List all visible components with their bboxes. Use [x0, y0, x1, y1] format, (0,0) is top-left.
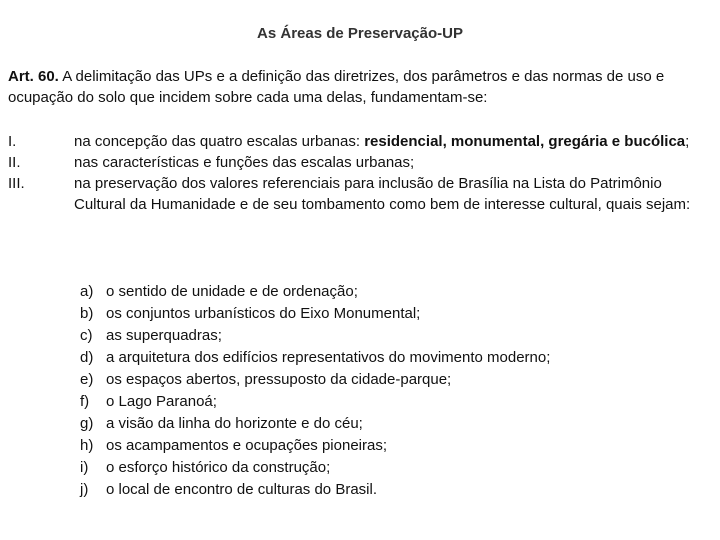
list-item — [8, 152, 714, 173]
item-text: as superquadras; — [106, 327, 222, 344]
item-number: I. — [8, 133, 17, 150]
item-text: os espaços abertos, pressuposto da cidade-parque; — [106, 371, 452, 388]
list-item — [80, 303, 700, 325]
item-text: os conjuntos urbanísticos do Eixo Monumental; — [106, 305, 421, 322]
item-text: a arquitetura dos edifícios representativos do movimento moderno; — [106, 349, 551, 366]
list-item — [80, 457, 700, 479]
list-item — [80, 479, 700, 501]
list-item — [80, 369, 700, 391]
article-text: A delimitação das UPs e a definição das diretrizes, dos parâmetros e das normas de uso e ocupação do solo que incidem sobre cada uma delas, fundamentam-se: — [8, 68, 665, 106]
item-text: na preservação dos valores referenciais para inclusão de Brasília na Lista do Patrimônio Cultural da Humanidade e de seu tombamento como bem de interesse cultural, quais sejam: — [74, 175, 691, 213]
item-text: o local de encontro de culturas do Brasil. — [106, 481, 377, 498]
roman-list — [8, 131, 714, 215]
item-letter: a) — [80, 283, 94, 300]
article-intro — [8, 66, 712, 108]
list-item — [80, 281, 700, 303]
item-letter: j) — [80, 481, 89, 498]
item-text-plain: na concepção das quatro escalas urbanas: — [74, 133, 365, 150]
list-item — [80, 325, 700, 347]
item-letter: e) — [80, 371, 94, 388]
item-text-bold: residencial, monumental, gregária e bucólica — [364, 133, 686, 150]
item-text: os acampamentos e ocupações pioneiras; — [106, 437, 388, 454]
item-letter: b) — [80, 305, 94, 322]
article-label: Art. 60. — [8, 68, 59, 85]
item-number: II. — [8, 154, 21, 171]
item-text: o esforço histórico da construção; — [106, 459, 331, 476]
item-letter: d) — [80, 349, 94, 366]
item-letter: g) — [80, 415, 94, 432]
lettered-list — [80, 281, 700, 501]
item-text-suffix: ; — [685, 133, 690, 150]
list-item — [80, 391, 700, 413]
item-text: a visão da linha do horizonte e do céu; — [106, 415, 363, 432]
item-text — [74, 131, 714, 152]
item-text: o sentido de unidade e de ordenação; — [106, 283, 358, 300]
item-letter: h) — [80, 437, 94, 454]
page-title: As Áreas de Preservação-UP — [257, 25, 463, 42]
item-text: nas características e funções das escalas urbanas; — [74, 154, 415, 171]
list-item — [8, 131, 714, 152]
item-number: III. — [8, 175, 25, 192]
list-item — [80, 347, 700, 369]
item-letter: f) — [80, 393, 90, 410]
item-letter: i) — [80, 459, 89, 476]
item-text: o Lago Paranoá; — [106, 393, 217, 410]
list-item — [8, 173, 714, 215]
item-letter: c) — [80, 327, 93, 344]
list-item — [80, 413, 700, 435]
list-item — [80, 435, 700, 457]
